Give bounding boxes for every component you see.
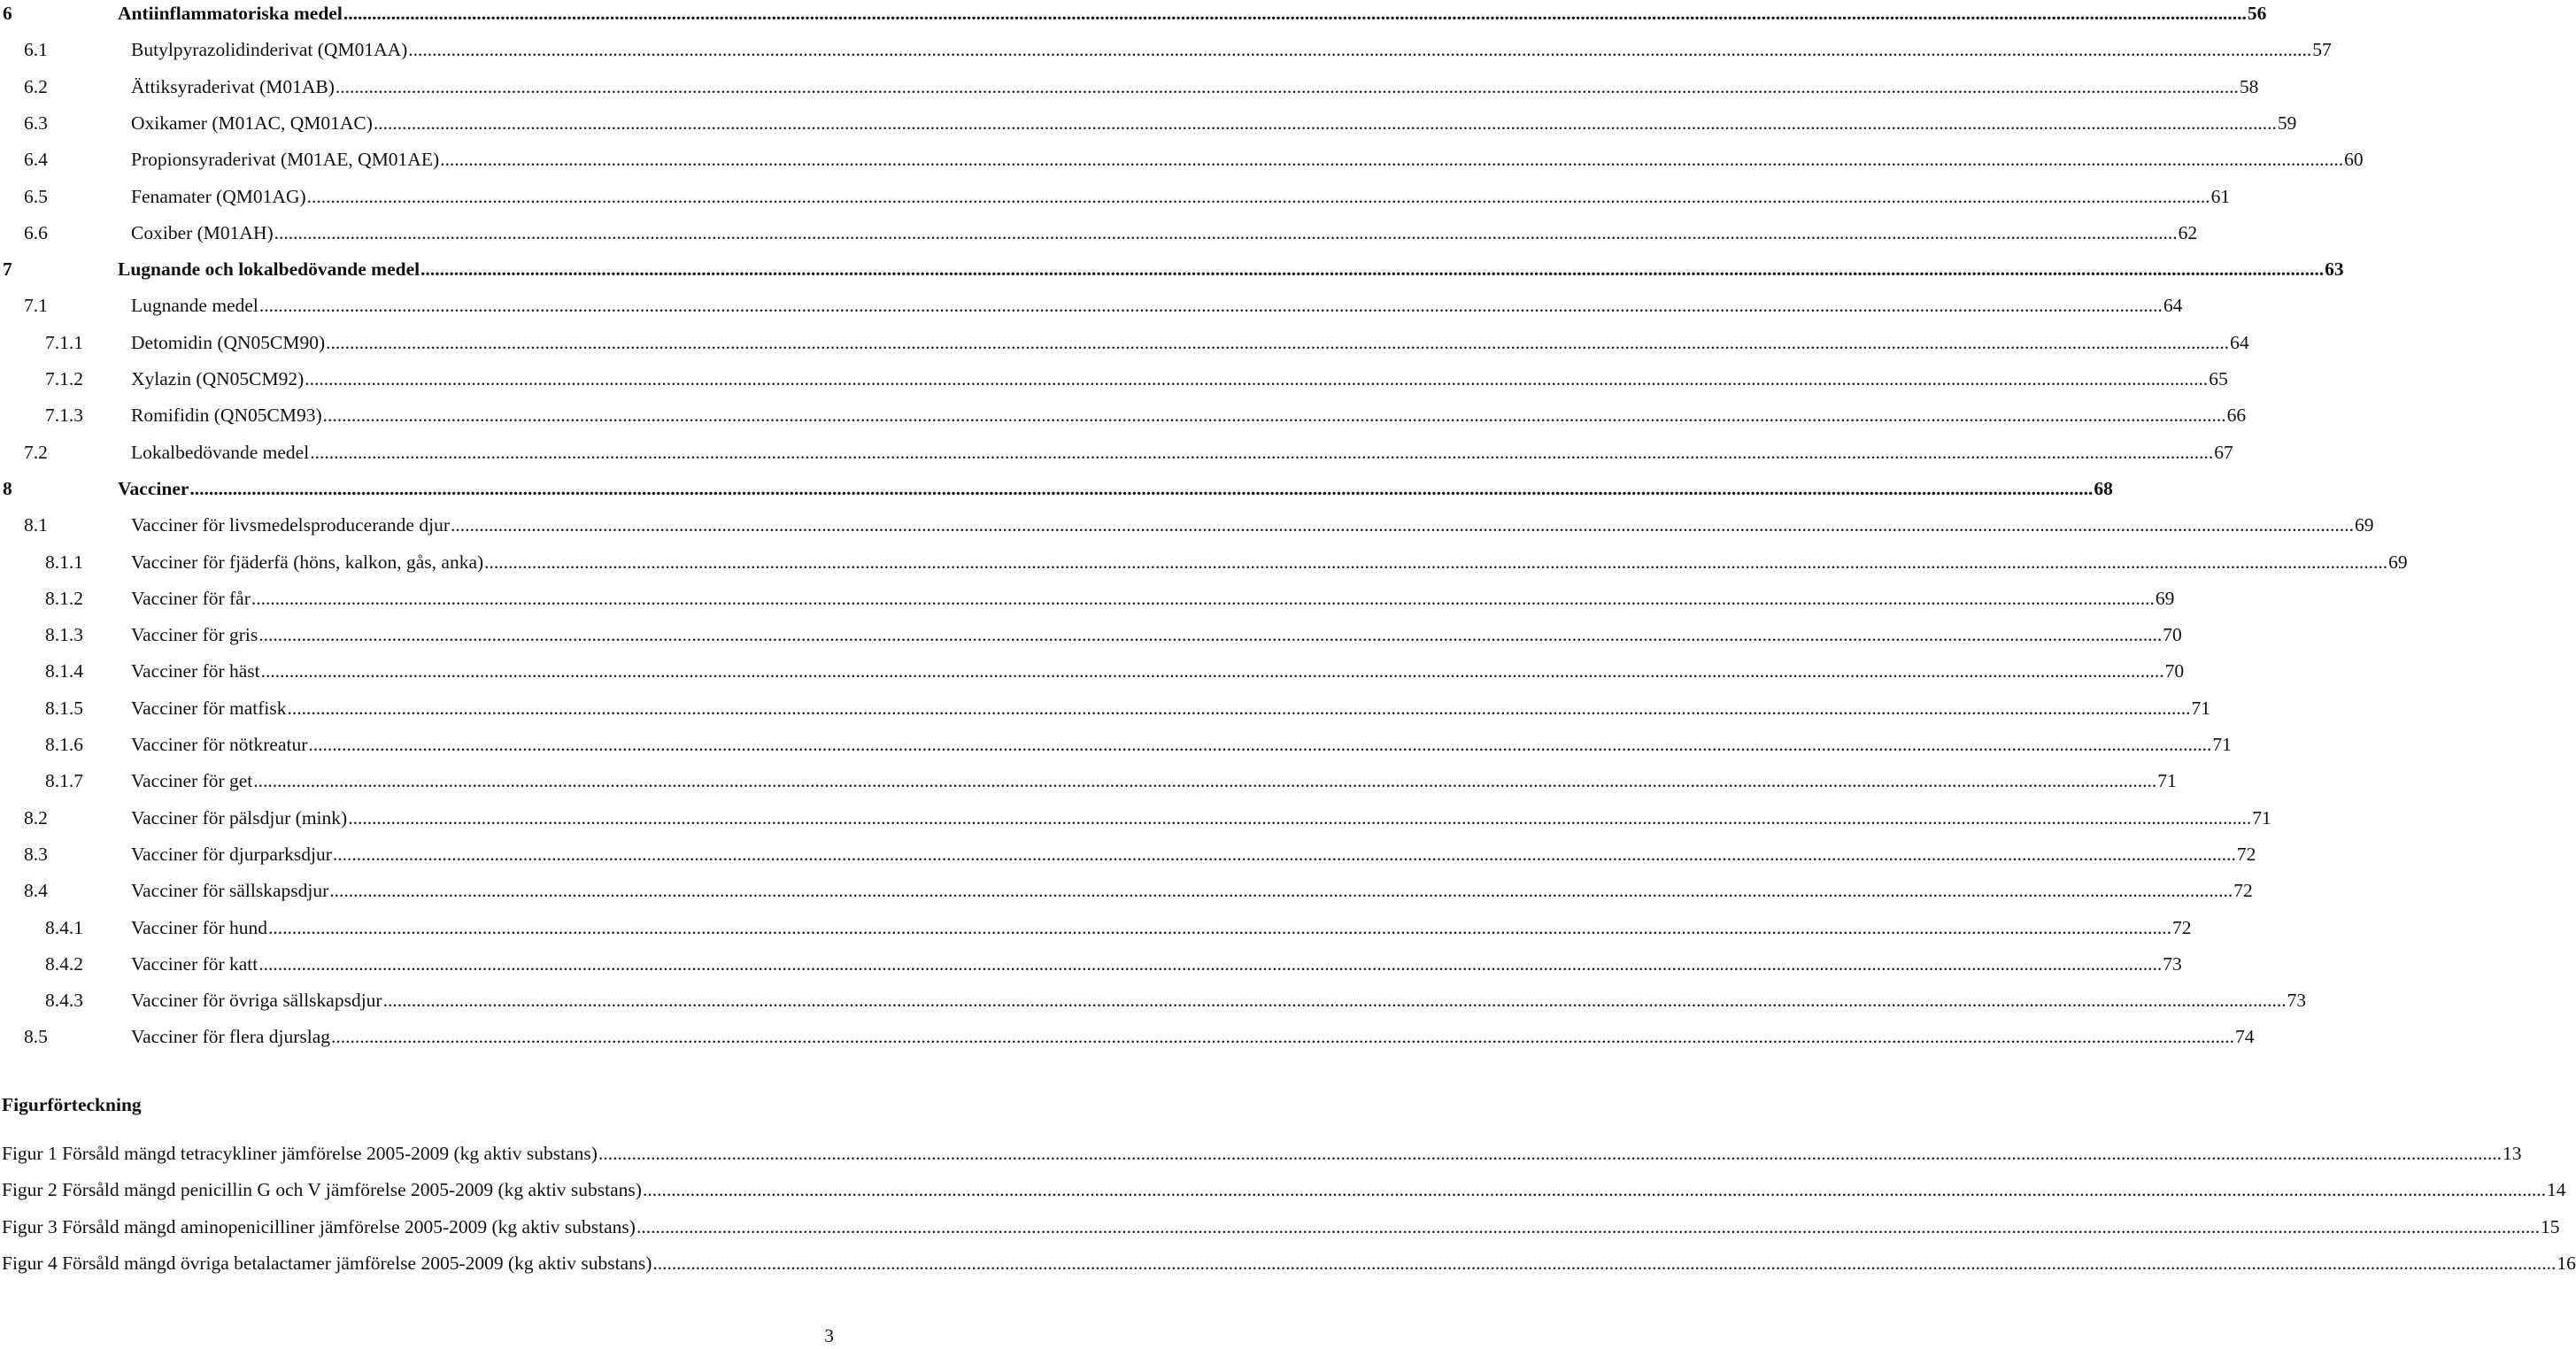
toc-entry-number: 8.1.5 [45,697,83,719]
toc-entry-title: Vacciner [118,477,189,499]
toc-entry-number: 6.1 [24,39,48,61]
toc-entry-title: Lugnande och lokalbedövande medel [118,258,420,281]
toc-entry-page: 56 [2247,3,2267,24]
toc-entry[interactable] [0,731,2232,758]
toc-entry-number: 8.4.3 [45,990,83,1012]
toc-entry-number: 8.5 [24,1026,48,1048]
toc-entry-title: Vacciner för matfisk [131,697,287,719]
toc-entry-title: Vacciner för get [131,770,253,792]
toc-entry-title: Xylazin (QN05CM92) [131,368,305,389]
toc-entry[interactable] [0,439,2233,466]
page-number: 3 [824,1325,834,1346]
toc-entry-page: 72 [2233,880,2253,902]
toc-entry[interactable] [0,110,2297,136]
figure-entry-page: 13 [2502,1143,2522,1164]
toc-entry[interactable] [0,512,2374,538]
toc-entry-title: Vacciner för får [131,587,251,609]
figure-entry[interactable] [2,1140,2522,1167]
toc-entry-page: 66 [2226,405,2247,427]
toc-entry-title: Vacciner för övriga sällskapsdjur [131,990,382,1012]
figure-entry[interactable] [2,1176,2566,1203]
toc-entry-number: 7.1.2 [45,368,83,389]
toc-entry-title: Oxikamer (M01AC, QM01AC) [131,112,373,134]
toc-entry-title: Vacciner för flera djurslag [131,1026,331,1048]
toc-entry-title: Ättiksyraderivat (M01AB) [131,75,335,97]
dot-leader: ................................................................................................................................................................................................................................................................................................................................................................................................................ [382,990,2287,1012]
dot-leader: ................................................................................................................................................................................................................................................................................................................................................................................................................ [329,880,2233,902]
toc-entry-page: 70 [2163,624,2182,646]
dot-leader: ................................................................................................................................................................................................................................................................................................................................................................................................................ [310,441,2214,463]
toc-entry[interactable] [0,658,2185,684]
toc-entry-page: 64 [2163,295,2183,317]
toc-entry-title: Fenamater (QM01AG) [131,185,306,207]
toc-entry-page: 71 [2157,770,2177,792]
toc-entry-page: 62 [2178,221,2198,243]
dot-leader: ................................................................................................................................................................................................................................................................................................................................................................................................................ [335,75,2239,97]
toc-entry-title: Vacciner för gris [131,624,258,646]
toc-entry[interactable] [0,987,2307,1014]
dot-leader: ................................................................................................................................................................................................................................................................................................................................................................................................................ [258,952,2163,975]
dot-leader: ................................................................................................................................................................................................................................................................................................................................................................................................................ [287,697,2191,719]
dot-leader: ................................................................................................................................................................................................................................................................................................................................................................................................................ [420,258,2325,281]
toc-entry-page: 59 [2277,112,2297,134]
toc-entry-page: 69 [2155,587,2175,609]
dot-leader: ................................................................................................................................................................................................................................................................................................................................................................................................................ [332,843,2236,865]
toc-entry[interactable] [0,220,2198,246]
figure-entry[interactable] [2,1214,2560,1240]
toc-entry-title: Vacciner för fjäderfä (höns, kalkon, gås, anka) [131,551,484,573]
dot-leader: ................................................................................................................................................................................................................................................................................................................................................................................................................ [450,514,2354,536]
toc-entry-page: 63 [2325,258,2344,281]
toc-entry-title: Butylpyrazolidinderivat (QM01AA) [131,39,408,61]
dot-leader: ................................................................................................................................................................................................................................................................................................................................................................................................................ [268,916,2172,938]
toc-entry-page: 70 [2164,660,2185,682]
toc-entry[interactable] [0,695,2211,721]
toc-entry-title: Lokalbedövande medel [131,441,310,463]
toc-entry-page: 68 [2094,477,2113,499]
toc-entry-title: Vacciner för hund [131,916,268,938]
dot-leader: ................................................................................................................................................................................................................................................................................................................................................................................................................ [308,734,2212,755]
toc-entry-number: 7.1 [24,295,48,317]
toc-entry[interactable] [0,146,2364,173]
dot-leader: ................................................................................................................................................................................................................................................................................................................................................................................................................ [440,149,2344,171]
toc-entry-title: Vacciner för pälsdjur (mink) [131,806,348,829]
toc-entry-number: 7.1.1 [45,331,83,353]
toc-entry-page: 67 [2214,441,2233,463]
figure-list-heading: Figurförteckning [2,1094,142,1115]
toc-entry[interactable] [0,1023,2255,1050]
toc-entry-number: 8.1.6 [45,734,83,755]
toc-entry-number: 6.3 [24,112,48,134]
toc-entry[interactable] [0,585,2175,612]
figure-entry-title: Figur 2 Försåld mängd penicillin G och V jämförelse 2005-2009 (kg aktiv substans) [2,1179,642,1201]
toc-entry[interactable] [0,951,2182,977]
toc-entry[interactable] [0,621,2182,648]
toc-entry-title: Coxiber (M01AH) [131,221,274,243]
toc-entry-title: Lugnande medel [131,295,258,317]
toc-entry-number: 8.1.3 [45,624,83,646]
figure-entry-title: Figur 1 Försåld mängd tetracykliner jämförelse 2005-2009 (kg aktiv substans) [2,1143,598,1164]
toc-entry-title: Detomidin (QN05CM90) [131,331,326,353]
toc-entry-number: 8.1.1 [45,551,83,573]
toc-entry[interactable] [0,0,2267,27]
toc-entry-number: 7.1.3 [45,405,83,427]
toc-entry-number: 8.3 [24,843,48,865]
toc-entry-page: 65 [2209,368,2228,389]
toc-entry[interactable] [0,329,2249,356]
figure-entry[interactable] [2,1250,2576,1276]
dot-leader: ................................................................................................................................................................................................................................................................................................................................................................................................................ [408,39,2312,61]
toc-entry-number: 6 [3,3,12,24]
toc-entry-page: 71 [2252,806,2271,829]
dot-leader: ................................................................................................................................................................................................................................................................................................................................................................................................................ [305,368,2209,389]
toc-entry-number: 6.5 [24,185,48,207]
toc-entry-page: 71 [2191,697,2211,719]
dot-leader: ................................................................................................................................................................................................................................................................................................................................................................................................................ [348,806,2252,829]
toc-entry-page: 69 [2388,551,2408,573]
toc-entry-title: Vacciner för nötkreatur [131,734,308,755]
dot-leader: ................................................................................................................................................................................................................................................................................................................................................................................................................ [306,185,2210,207]
toc-entry[interactable] [0,292,2183,319]
toc-entry-number: 8.1 [24,514,48,536]
dot-leader: ................................................................................................................................................................................................................................................................................................................................................................................................................ [598,1143,2502,1164]
toc-entry[interactable] [0,475,2113,502]
toc-entry-title: Antiinflammatoriska medel [118,3,343,24]
toc-entry-number: 8.4.2 [45,952,83,975]
toc-entry-title: Vacciner för djurparksdjur [131,843,332,865]
dot-leader: ................................................................................................................................................................................................................................................................................................................................................................................................................ [189,477,2094,499]
figure-entry-title: Figur 4 Försåld mängd övriga betalactamer jämförelse 2005-2009 (kg aktiv substans) [2,1252,652,1274]
toc-entry-number: 8.1.2 [45,587,83,609]
dot-leader: ................................................................................................................................................................................................................................................................................................................................................................................................................ [251,587,2155,609]
toc-entry[interactable] [0,877,2253,904]
figure-entry-page: 15 [2540,1215,2560,1237]
toc-entry-number: 8.4 [24,880,48,902]
toc-entry-page: 72 [2172,916,2192,938]
dot-leader: ................................................................................................................................................................................................................................................................................................................................................................................................................ [652,1252,2557,1274]
toc-entry-number: 6.6 [24,221,48,243]
dot-leader: ................................................................................................................................................................................................................................................................................................................................................................................................................ [484,551,2388,573]
toc-entry-page: 57 [2312,39,2332,61]
toc-entry[interactable] [0,914,2192,941]
dot-leader: ................................................................................................................................................................................................................................................................................................................................................................................................................ [373,112,2277,134]
toc-entry-number: 8.1.7 [45,770,83,792]
figure-entry-page: 14 [2546,1179,2566,1201]
dot-leader: ................................................................................................................................................................................................................................................................................................................................................................................................................ [274,221,2178,243]
toc-entry-page: 64 [2230,331,2249,353]
toc-entry-number: 7.2 [24,441,48,463]
toc-entry-page: 72 [2236,843,2256,865]
dot-leader: ................................................................................................................................................................................................................................................................................................................................................................................................................ [343,3,2247,24]
toc-entry-title: Vacciner för livsmedelsproducerande djur [131,514,450,536]
dot-leader: ................................................................................................................................................................................................................................................................................................................................................................................................................ [322,405,2226,427]
toc-entry[interactable] [0,402,2247,428]
toc-entry-number: 8 [3,477,12,499]
toc-entry[interactable] [0,73,2259,100]
dot-leader: ................................................................................................................................................................................................................................................................................................................................................................................................................ [642,1179,2546,1201]
toc-entry-page: 58 [2239,75,2259,97]
toc-entry-page: 73 [2287,990,2307,1012]
toc-entry-number: 7 [3,258,12,281]
toc-entry-page: 73 [2163,952,2182,975]
toc-entry[interactable] [0,256,2344,282]
toc-entry-title: Romifidin (QN05CM93) [131,405,322,427]
toc-entry[interactable] [0,805,2271,831]
toc-entry-title: Vacciner för katt [131,952,258,975]
toc-entry-number: 8.1.4 [45,660,83,682]
toc-entry-page: 74 [2235,1026,2255,1048]
toc-entry-number: 8.2 [24,806,48,829]
toc-entry-page: 71 [2212,734,2232,755]
toc-entry-title: Vacciner för häst [131,660,260,682]
toc-entry[interactable] [0,841,2256,867]
dot-leader: ................................................................................................................................................................................................................................................................................................................................................................................................................ [258,295,2163,317]
dot-leader: ................................................................................................................................................................................................................................................................................................................................................................................................................ [260,660,2164,682]
toc-entry-number: 6.2 [24,75,48,97]
toc-entry[interactable] [0,767,2177,794]
toc-entry-page: 61 [2210,185,2231,207]
figure-entry-page: 16 [2557,1252,2576,1274]
toc-entry-title: Propionsyraderivat (M01AE, QM01AE) [131,149,440,171]
toc-entry[interactable] [0,549,2408,575]
dot-leader: ................................................................................................................................................................................................................................................................................................................................................................................................................ [253,770,2157,792]
toc-entry[interactable] [0,366,2228,392]
toc-entry-number: 6.4 [24,149,48,171]
toc-entry-number: 8.4.1 [45,916,83,938]
toc-entry[interactable] [0,183,2231,210]
dot-leader: ................................................................................................................................................................................................................................................................................................................................................................................................................ [326,331,2230,353]
toc-entry-page: 69 [2354,514,2374,536]
dot-leader: ................................................................................................................................................................................................................................................................................................................................................................................................................ [258,624,2163,646]
toc-entry[interactable] [0,36,2332,63]
toc-entry-title: Vacciner för sällskapsdjur [131,880,329,902]
figure-entry-title: Figur 3 Försåld mängd aminopenicilliner jämförelse 2005-2009 (kg aktiv substans) [2,1215,636,1237]
dot-leader: ................................................................................................................................................................................................................................................................................................................................................................................................................ [331,1026,2235,1048]
toc-entry-page: 60 [2344,149,2364,171]
dot-leader: ................................................................................................................................................................................................................................................................................................................................................................................................................ [636,1215,2540,1237]
